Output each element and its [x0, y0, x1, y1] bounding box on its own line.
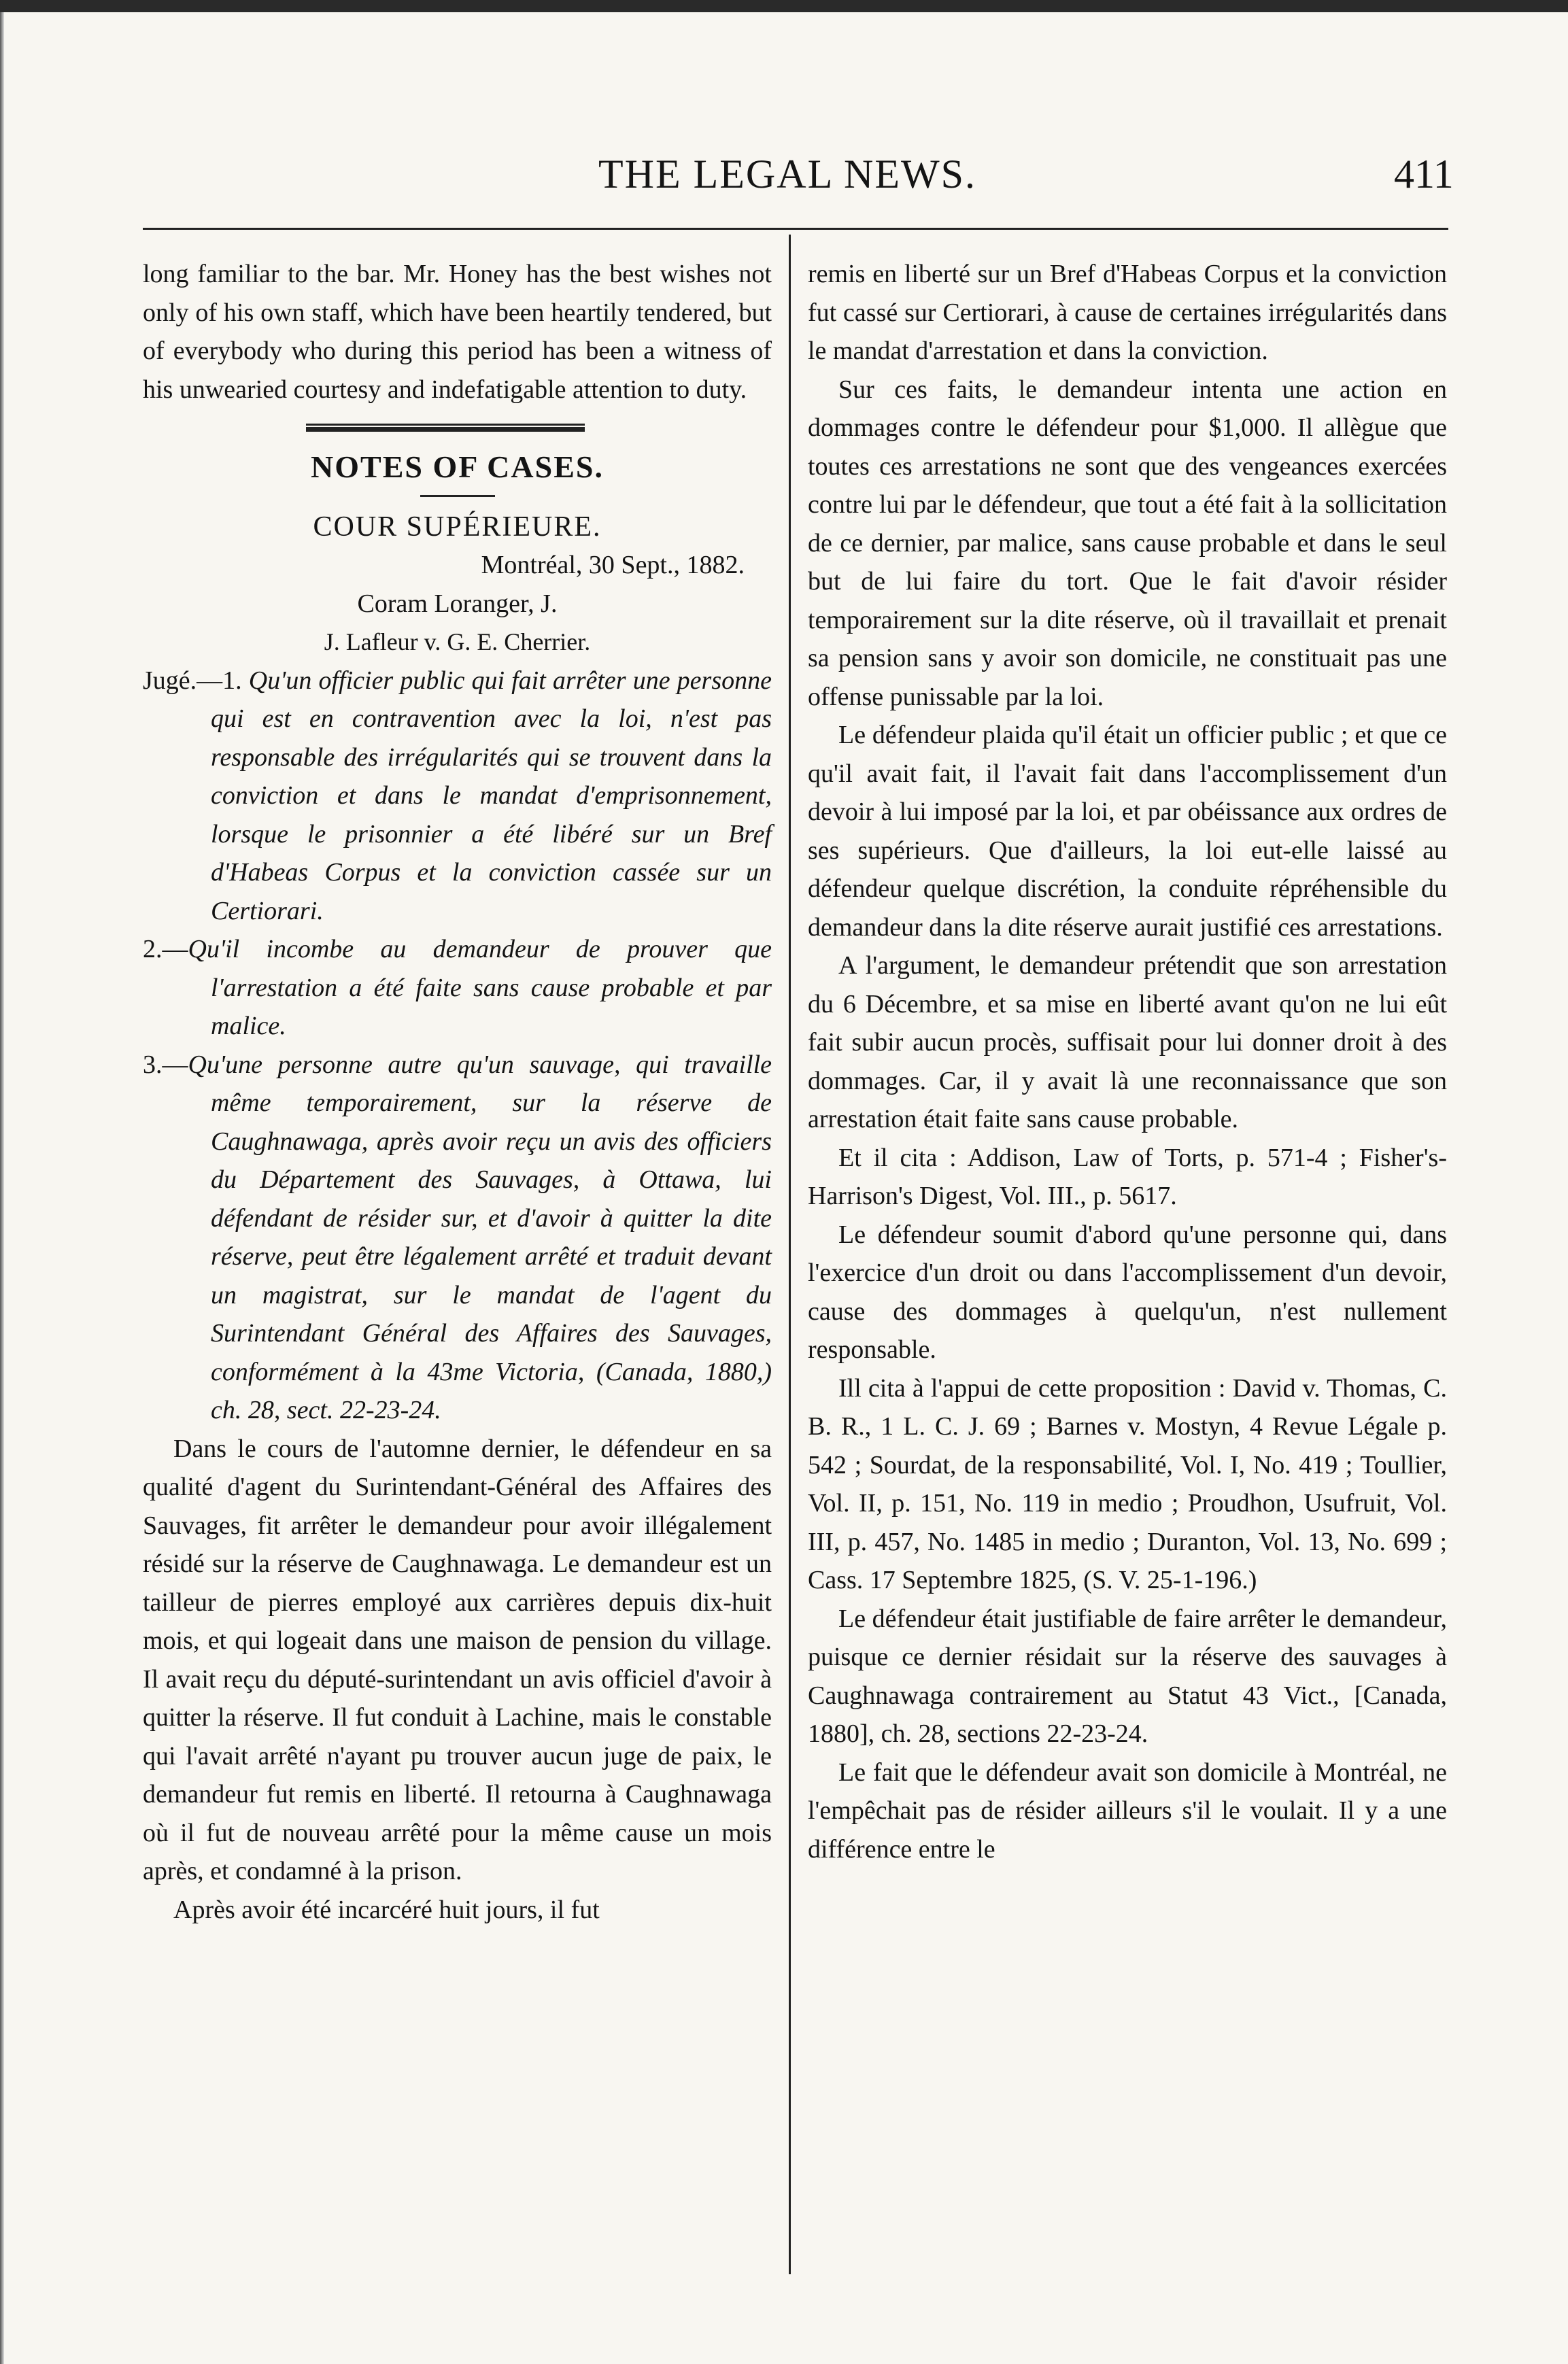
scan-left-edge	[0, 12, 4, 2364]
held-label: Jugé.—1.	[143, 666, 242, 695]
held-2-text: Qu'il incombe au demandeur de prouver que l'arrestation a été faite sans cause probable et par malice.	[188, 935, 772, 1040]
right-paragraph-8: Le défendeur était justifiable de faire arrêter le demandeur, puisque ce dernier résidait sur la réserve des sauvages à Caughnawaga contrairement au Statut 43 Vict., [Canada, 1880], ch. 28, sections 22-23-24.	[808, 1604, 1447, 1748]
short-divider	[420, 495, 495, 497]
case-dateline: Montréal, 30 Sept., 1882.	[481, 551, 745, 579]
right-paragraph-3: Le défendeur plaida qu'il était un officier public ; et que ce qu'il avait fait, il l'avait fait dans l'accomplissement d'un devoir à lui imposé par la loi, et par obéissance aux ordres de ses supérieurs. Que d'ailleurs, la loi eut-elle laissé au défendeur quelque discrétion, la conduite répréhensible du demandeur dans la dite réserve aurait justifié ces arrestations.	[808, 721, 1447, 942]
body-paragraph-1: Dans le cours de l'automne dernier, le défendeur en sa qualité d'agent du Surintendant-Général des Affaires des Sauvages, fit arrêter le demandeur pour avoir illégalement résidé sur la réserve de Caughnawaga. Le demandeur est un tailleur de pierres employé aux carrières depuis dix-huit mois, et qui logeait dans une maison de pension du village. Il avait reçu du député-surintendant un avis officiel d'avoir à quitter la réserve. Il fut conduit à Lachine, mais le constable qui l'avait arrêté n'ayant pu trouver aucun juge de paix, le demandeur fut remis en liberté. Il retourna à Caughnawaga où il fut de nouveau arrêté pour la même cause un mois après, et condamné à la prison.	[143, 1434, 772, 1885]
page-header	[0, 151, 1568, 212]
right-paragraph-5: Et il cita : Addison, Law of Torts, p. 571-4 ; Fisher's-Harrison's Digest, Vol. III., p. 5617.	[808, 1143, 1447, 1210]
court-name: COUR SUPÉRIEURE.	[313, 511, 602, 543]
page-number: 411	[1394, 152, 1454, 196]
case-parties: J. Lafleur v. G. E. Cherrier.	[324, 628, 591, 655]
right-paragraph-9: Le fait que le défendeur avait son domicile à Montréal, ne l'empêchait pas de résider ailleurs s'il le voulait. Il y a une différence entre le	[808, 1758, 1447, 1864]
right-paragraph-2: Sur ces faits, le demandeur intenta une action en dommages contre le défendeur pour $1,000. Il allègue que toutes ces arrestations ne sont que des vengeances exercées contre lui par le défendeur, que tout a été fait à la sollicitation de ce dernier, par malice, sans cause probable et dans le seul but de lui faire du tort. Que le fait d'avoir résider temporairement sur la dite réserve, où il travaillait et prenait sa pension sans y avoir son domicile, ne constituait pas une offense punissable par la loi.	[808, 375, 1447, 711]
intro-paragraph: long familiar to the bar. Mr. Honey has the best wishes not only of his own staff, which have been heartily tendered, but of everybody who during this period has been a witness of his unwearied courtesy and indefatigable attention to duty.	[143, 260, 772, 404]
section-heading: NOTES OF CASES.	[311, 449, 604, 484]
journal-title: THE LEGAL NEWS.	[598, 152, 976, 196]
held-3-label: 3.—	[143, 1050, 188, 1079]
right-column	[808, 255, 1447, 1868]
held-1-text: Qu'un officier public qui fait arrêter une personne qui est en contravention avec la loi, n'est pas responsable des irrégularités qui se trouvent dans la conviction et dans le mandat d'emprisonnement, lorsque le prisonnier a été libéré sur un Bref d'Habeas Corpus et la conviction cassée sur un Certiorari.	[211, 666, 772, 925]
header-rule	[143, 228, 1448, 230]
right-paragraph-4: A l'argument, le demandeur prétendit que son arrestation du 6 Décembre, et sa mise en liberté avant qu'on ne lui eût fait subir aucun procès, suffisait pour lui donner droit à des dommages. Car, il y avait là une reconnaissance que son arrestation était faite sans cause probable.	[808, 951, 1447, 1133]
body-paragraph-2: Après avoir été incarcéré huit jours, il fut	[173, 1895, 600, 1924]
held-3	[143, 1046, 772, 1430]
case-coram: Coram Loranger, J.	[357, 589, 558, 618]
held-2	[143, 930, 772, 1046]
right-paragraph-7: Ill cita à l'appui de cette proposition : David v. Thomas, C. B. R., 1 L. C. J. 69 ; Barnes v. Mostyn, 4 Revue Légale p. 542 ; Sourdat, de la responsabilité, Vol. I, No. 419 ; Toullier, Vol. II, p. 151, No. 119 in medio ; Proudhon, Usufruit, Vol. III, p. 457, No. 1485 in medio ; Duranton, Vol. 13, No. 699 ; Cass. 17 Septembre 1825, (S. V. 25-1-196.)	[808, 1373, 1447, 1594]
left-column	[143, 255, 772, 1929]
held-3-text: Qu'une personne autre qu'un sauvage, qui travaille même temporairement, sur la réserve de Caughnawaga, après avoir reçu un avis des officiers du Département des Sauvages, à Ottawa, lui défendant de résider sur, et d'avoir à quitter la dite réserve, peut être légalement arrêté et traduit devant un magistrat, sur le mandat de l'agent du Surintendant Général des Affaires des Sauvages, conformément à la 43me Victoria, (Canada, 1880,) ch. 28, sect. 22-23-24.	[188, 1050, 772, 1424]
held-2-label: 2.—	[143, 935, 188, 963]
right-paragraph-6: Le défendeur soumit d'abord qu'une personne qui, dans l'exercice d'un droit ou dans l'accomplissement d'un devoir, cause des dommages à quelqu'un, n'est nullement responsable.	[808, 1220, 1447, 1364]
section-divider	[306, 424, 585, 432]
column-divider	[789, 235, 791, 2274]
held-1	[143, 662, 772, 931]
right-paragraph-1: remis en liberté sur un Bref d'Habeas Corpus et la conviction fut cassé sur Certiorari, à cause de certaines irrégularités dans le mandat d'arrestation et dans la conviction.	[808, 260, 1447, 365]
scan-top-border	[0, 0, 1568, 12]
